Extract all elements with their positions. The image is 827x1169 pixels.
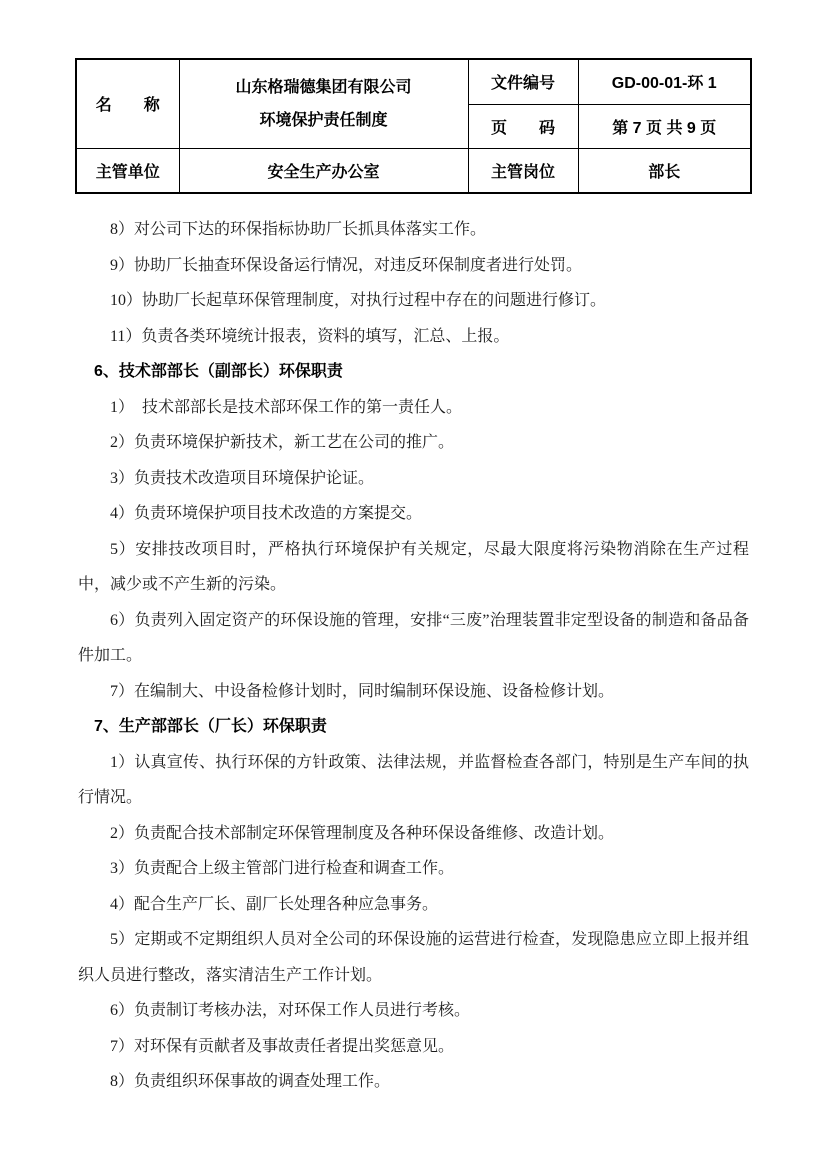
list-item: 1） 技术部部长是技术部环保工作的第一责任人。 <box>110 398 463 416</box>
page-label-cell: 页 码 <box>468 104 578 148</box>
document-title-cell <box>179 59 468 148</box>
document-body <box>78 212 749 1100</box>
list-item: 7）对环保有贡献者及事故责任者提出奖惩意见。 <box>110 1037 455 1055</box>
section-heading: 6、技术部部长（副部长）环保职责 <box>94 363 343 380</box>
list-item: 3）负责技术改造项目环境保护论证。 <box>110 469 375 487</box>
list-item: 6）负责列入固定资产的环保设施的管理，安排“三废”治理装置非定型设备的制造和备品备件加工。 <box>78 611 749 664</box>
company-name: 山东格瑞德集团有限公司 <box>235 78 412 96</box>
list-item: 2）负责配合技术部制定环保管理制度及各种环保设备维修、改造计划。 <box>110 824 615 842</box>
document-header-table <box>75 58 752 194</box>
doc-number-label-cell: 文件编号 <box>468 59 578 104</box>
list-item: 11）负责各类环境统计报表，资料的填写，汇总、上报。 <box>110 327 510 345</box>
list-item: 3）负责配合上级主管部门进行检查和调查工作。 <box>110 860 455 877</box>
dept-label-cell: 主管单位 <box>76 148 179 193</box>
list-item: 8）负责组织环保事故的调查处理工作。 <box>110 1073 391 1090</box>
list-item: 4）负责环境保护项目技术改造的方案提交。 <box>110 505 423 522</box>
post-value-cell: 部长 <box>578 148 751 193</box>
list-item: 7）在编制大、中设备检修计划时，同时编制环保设施、设备检修计划。 <box>110 682 615 700</box>
list-item: 5）定期或不定期组织人员对全公司的环保设施的运营进行检查，发现隐患应立即上报并组织人员进行整改，落实清洁生产工作计划。 <box>78 931 749 984</box>
document-title: 环境保护责任制度 <box>259 111 388 129</box>
name-label-cell: 名 称 <box>76 59 179 148</box>
page-value-cell: 第 7 页 共 9 页 <box>578 104 751 148</box>
doc-number-value-cell: GD-00-01-环 1 <box>578 59 751 104</box>
list-item: 5）安排技改项目时，严格执行环境保护有关规定，尽最大限度将污染物消除在生产过程中，减少或不产生新的污染。 <box>78 540 749 593</box>
list-item: 8）对公司下达的环保指标协助厂长抓具体落实工作。 <box>110 221 487 238</box>
section-heading: 7、生产部部长（厂长）环保职责 <box>94 718 327 735</box>
list-item: 10）协助厂长起草环保管理制度，对执行过程中存在的问题进行修订。 <box>110 292 607 309</box>
list-item: 4）配合生产厂长、副厂长处理各种应急事务。 <box>110 895 439 913</box>
list-item: 9）协助厂长抽查环保设备运行情况，对违反环保制度者进行处罚。 <box>110 256 583 274</box>
list-item: 2）负责环境保护新技术，新工艺在公司的推广。 <box>110 434 455 451</box>
list-item: 1）认真宣传、执行环保的方针政策、法律法规，并监督检查各部门，特别是生产车间的执行情况。 <box>78 753 749 806</box>
dept-value-cell: 安全生产办公室 <box>179 148 468 193</box>
list-item: 6）负责制订考核办法，对环保工作人员进行考核。 <box>110 1002 471 1019</box>
post-label-cell: 主管岗位 <box>468 148 578 193</box>
